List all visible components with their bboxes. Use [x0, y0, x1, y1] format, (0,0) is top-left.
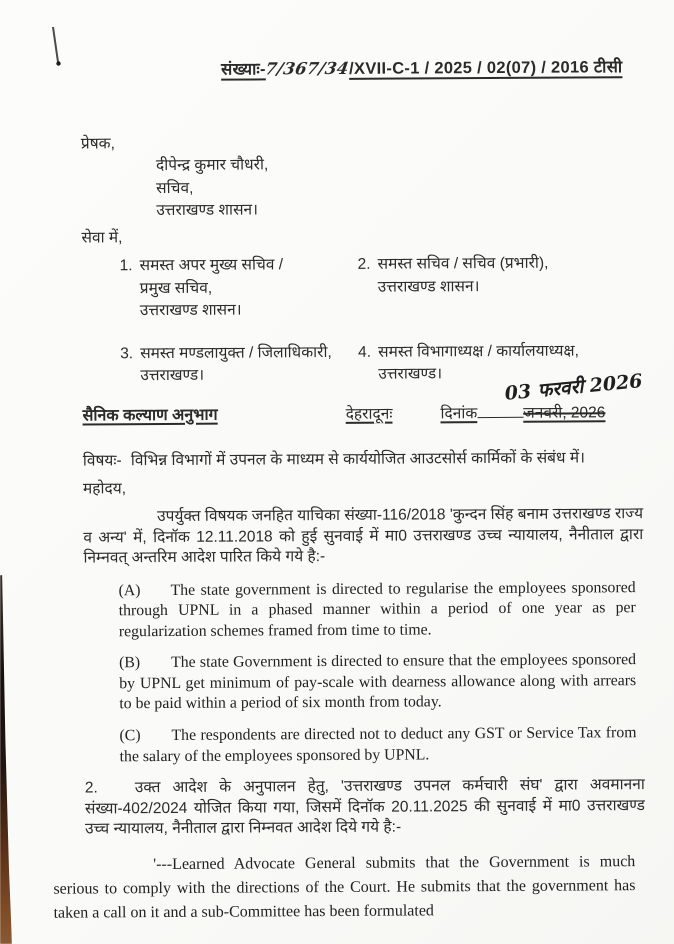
- salutation: महोदय,: [82, 480, 127, 498]
- recipient-item: [120, 342, 358, 388]
- to-label: सेवा में,: [81, 229, 123, 247]
- paragraph-2-number: 2.: [84, 779, 98, 797]
- order-text: The state government is directed to regularise the employees sponsored through UPNL in a phased manner within a period of one year as per regularization schemes framed from time to time.: [118, 578, 636, 641]
- order-text: The state Government is directed to ensure that the employees sponsored by UPNL get minimum of pay-scale with dearness allowance along with arrears to be paid within a period of six month from today.: [119, 651, 637, 713]
- intro-paragraph: उपर्युक्त विषयक जनहित याचिका संख्या-116/2018 'कुन्दन सिंह बनाम उत्तराखण्ड राज्य व अन्य' में, दिनॉक 12.11.2018 को हुई सुनवाई में मा0 उत्तराखण्ड उच्च न्यायालय, नैनीताल द्वारा निम्नवत् अन्तरिम आदेश पारित किये गये है:-: [83, 505, 644, 567]
- handwritten-date: 03 फरवरी 2026: [503, 369, 644, 405]
- recipient-line: उत्तराखण्ड शासन।: [377, 277, 480, 296]
- date-underline-gap: [477, 404, 523, 417]
- sender-designation: सचिव,: [156, 179, 194, 197]
- ref-handwritten-number: 7/367/34: [264, 58, 351, 79]
- sender-block: [81, 131, 646, 249]
- date-label: दिनांक: [440, 404, 478, 422]
- recipient-line: उत्तराखण्ड।: [140, 366, 205, 385]
- order-text: The respondents are directed not to deduct any GST or Service Tax from the salary of the employees sponsored by UPNL.: [119, 724, 637, 765]
- recipient-number: 4.: [358, 343, 372, 361]
- order-item: [119, 651, 636, 716]
- recipient-line: प्रमुख सचिव,: [139, 279, 213, 297]
- subject-row: [83, 448, 647, 472]
- recipient-number: 1.: [119, 257, 133, 275]
- recipient-line: समस्त मण्डलायुक्त / जिलाधिकारी,: [140, 343, 332, 362]
- order-label: (C): [119, 727, 141, 745]
- paragraph-2-text: उक्त आदेश के अनुपालन हेतु, 'उत्तराखण्ड उपनल कर्मचारी संघ' द्वारा अवमानना संख्या-402/2024 योजित किया गया, जिसमें दिनॉक 20.11.2025 की सुनवाई में मा0 उत्तराखण्ड उच्च न्यायालय, नैनीताल द्वारा निम्नवत आदेश दिये गये है:-: [84, 776, 645, 838]
- order-label: (B): [119, 654, 141, 672]
- recipient-line: समस्त अपर मुख्य सचिव /: [139, 256, 284, 275]
- recipient-item: [120, 255, 358, 324]
- quoted-order-paragraph: '---Learned Advocate General submits that the Government is much serious to comply with the directions of the Court. He submits that the government has taken a call on it and a sub-Committee has been formulated: [53, 853, 636, 922]
- sender-organization: उत्तराखण्ड शासन।: [156, 201, 259, 220]
- reference-number: [221, 54, 622, 79]
- order-item: [119, 723, 636, 767]
- recipient-number: 2.: [357, 256, 371, 274]
- recipient-line: उत्तराखण्ड शासन।: [139, 301, 242, 320]
- paragraph-2: [85, 775, 645, 840]
- section-name: सैनिक कल्याण अनुभाग: [82, 406, 218, 425]
- struck-printed-date: जनवरी, 2026: [523, 403, 606, 422]
- sender-details: [156, 154, 645, 222]
- recipient-number: 3.: [120, 344, 134, 362]
- sender-name: दीपेन्द्र कुमार चौधरी,: [155, 156, 269, 175]
- recipient-line: उत्तराखण्ड।: [378, 365, 443, 383]
- recipient-text: [140, 256, 284, 324]
- subject-text: विभिन्न विभागों में उपनल के माध्यम से कार्ययोजित आउटसोर्स कार्मिकों के संबंध में।: [130, 448, 586, 469]
- subject-label: विषयः-: [82, 451, 122, 470]
- place-name: देहरादूनः: [345, 405, 393, 423]
- order-item: [119, 578, 636, 643]
- recipient-list: [120, 253, 647, 388]
- recipient-line: समस्त विभागाध्यक्ष / कार्यालयाध्यक्ष,: [378, 342, 579, 361]
- ref-rest: /XVII-C-1 / 2025 / 02(07) / 2016 टीसी: [349, 58, 623, 78]
- recipient-line: समस्त सचिव / सचिव (प्रभारी),: [377, 254, 549, 273]
- recipient-text: [140, 343, 332, 389]
- recipient-item: [358, 253, 646, 322]
- order-label: (A): [118, 581, 141, 600]
- ref-prefix: संख्याः-: [221, 60, 266, 79]
- sender-label: प्रेषक,: [80, 135, 115, 153]
- recipient-text: [378, 254, 549, 322]
- court-orders-list: [119, 578, 637, 767]
